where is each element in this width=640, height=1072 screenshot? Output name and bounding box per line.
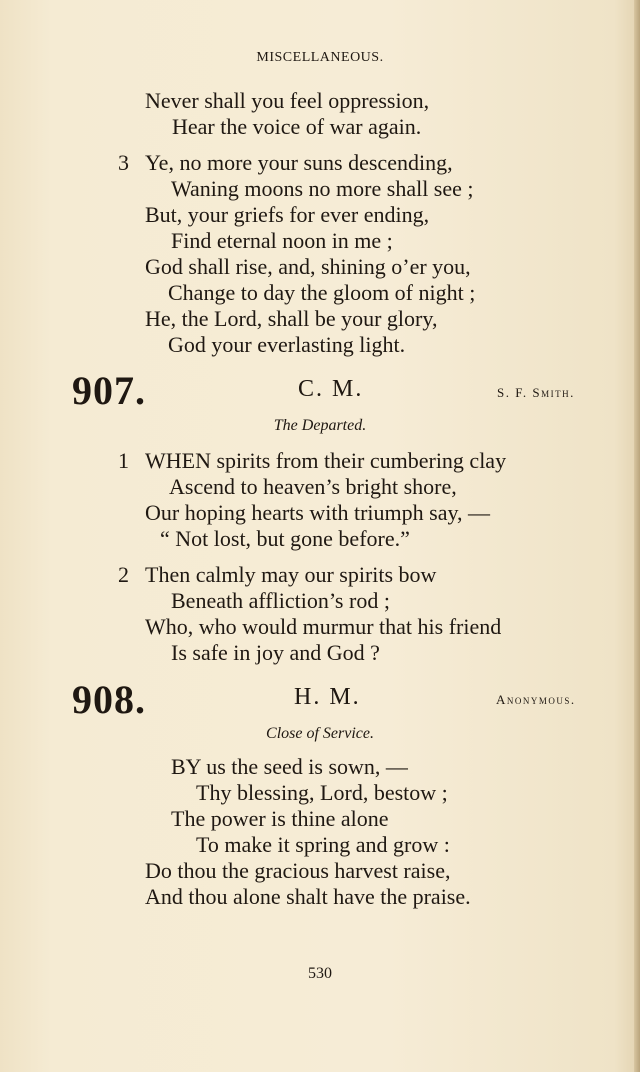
poem-line: Ascend to heaven’s bright shore,: [169, 474, 457, 499]
hymn-title: The Departed.: [273, 417, 367, 434]
poem-line: God shall rise, and, shining o’er you,: [145, 254, 471, 279]
running-head: MISCELLANEOUS.: [256, 50, 384, 65]
page-number: 530: [308, 965, 332, 982]
poem-line: To make it spring and grow :: [196, 832, 450, 857]
poem-line: Then calmly may our spirits bow: [145, 562, 437, 587]
poem-line: He, the Lord, shall be your glory,: [145, 306, 438, 331]
poem-line: BY us the seed is sown, —: [171, 754, 408, 779]
poem-line: Our hoping hearts with triumph say, —: [145, 500, 491, 525]
poem-line: Waning moons no more shall see ;: [171, 176, 474, 201]
poem-line: The power is thine alone: [171, 806, 389, 831]
poem-line: Change to day the gloom of night ;: [168, 280, 476, 305]
poem-line: But, your griefs for ever ending,: [145, 202, 430, 227]
hymn-meter: H. M.: [294, 684, 361, 710]
hymn-meter: C. M.: [298, 376, 364, 402]
poem-line: Is safe in joy and God ?: [171, 640, 380, 665]
poem-line: WHEN spirits from their cumbering clay: [145, 448, 507, 473]
poem-line: Never shall you feel oppression,: [145, 88, 430, 113]
poem-line: Find eternal noon in me ;: [171, 228, 393, 253]
poem-line: Ye, no more your suns descending,: [145, 150, 453, 175]
hymn-number: 907.: [72, 368, 146, 413]
verse-number: 2: [118, 562, 129, 587]
poem-line: Who, who would murmur that his friend: [145, 614, 502, 639]
page-edge: [634, 0, 640, 1072]
verse-number: 1: [118, 448, 129, 473]
poem-line: God your everlasting light.: [168, 332, 406, 357]
poem-line: Do thou the gracious harvest raise,: [145, 858, 451, 883]
hymn-author: S. F. Smith.: [497, 385, 575, 400]
verse-number: 3: [118, 150, 129, 175]
poem-line: Thy blessing, Lord, bestow ;: [196, 780, 448, 805]
poem-line: Hear the voice of war again.: [172, 114, 422, 139]
hymn-author: Anonymous.: [496, 692, 576, 707]
hymn-title: Close of Service.: [266, 725, 374, 742]
poem-line: Beneath affliction’s rod ;: [171, 588, 390, 613]
hymn-number: 908.: [72, 677, 146, 722]
poem-line: “ Not lost, but gone before.”: [160, 526, 410, 551]
poem-line: And thou alone shalt have the praise.: [145, 884, 471, 909]
